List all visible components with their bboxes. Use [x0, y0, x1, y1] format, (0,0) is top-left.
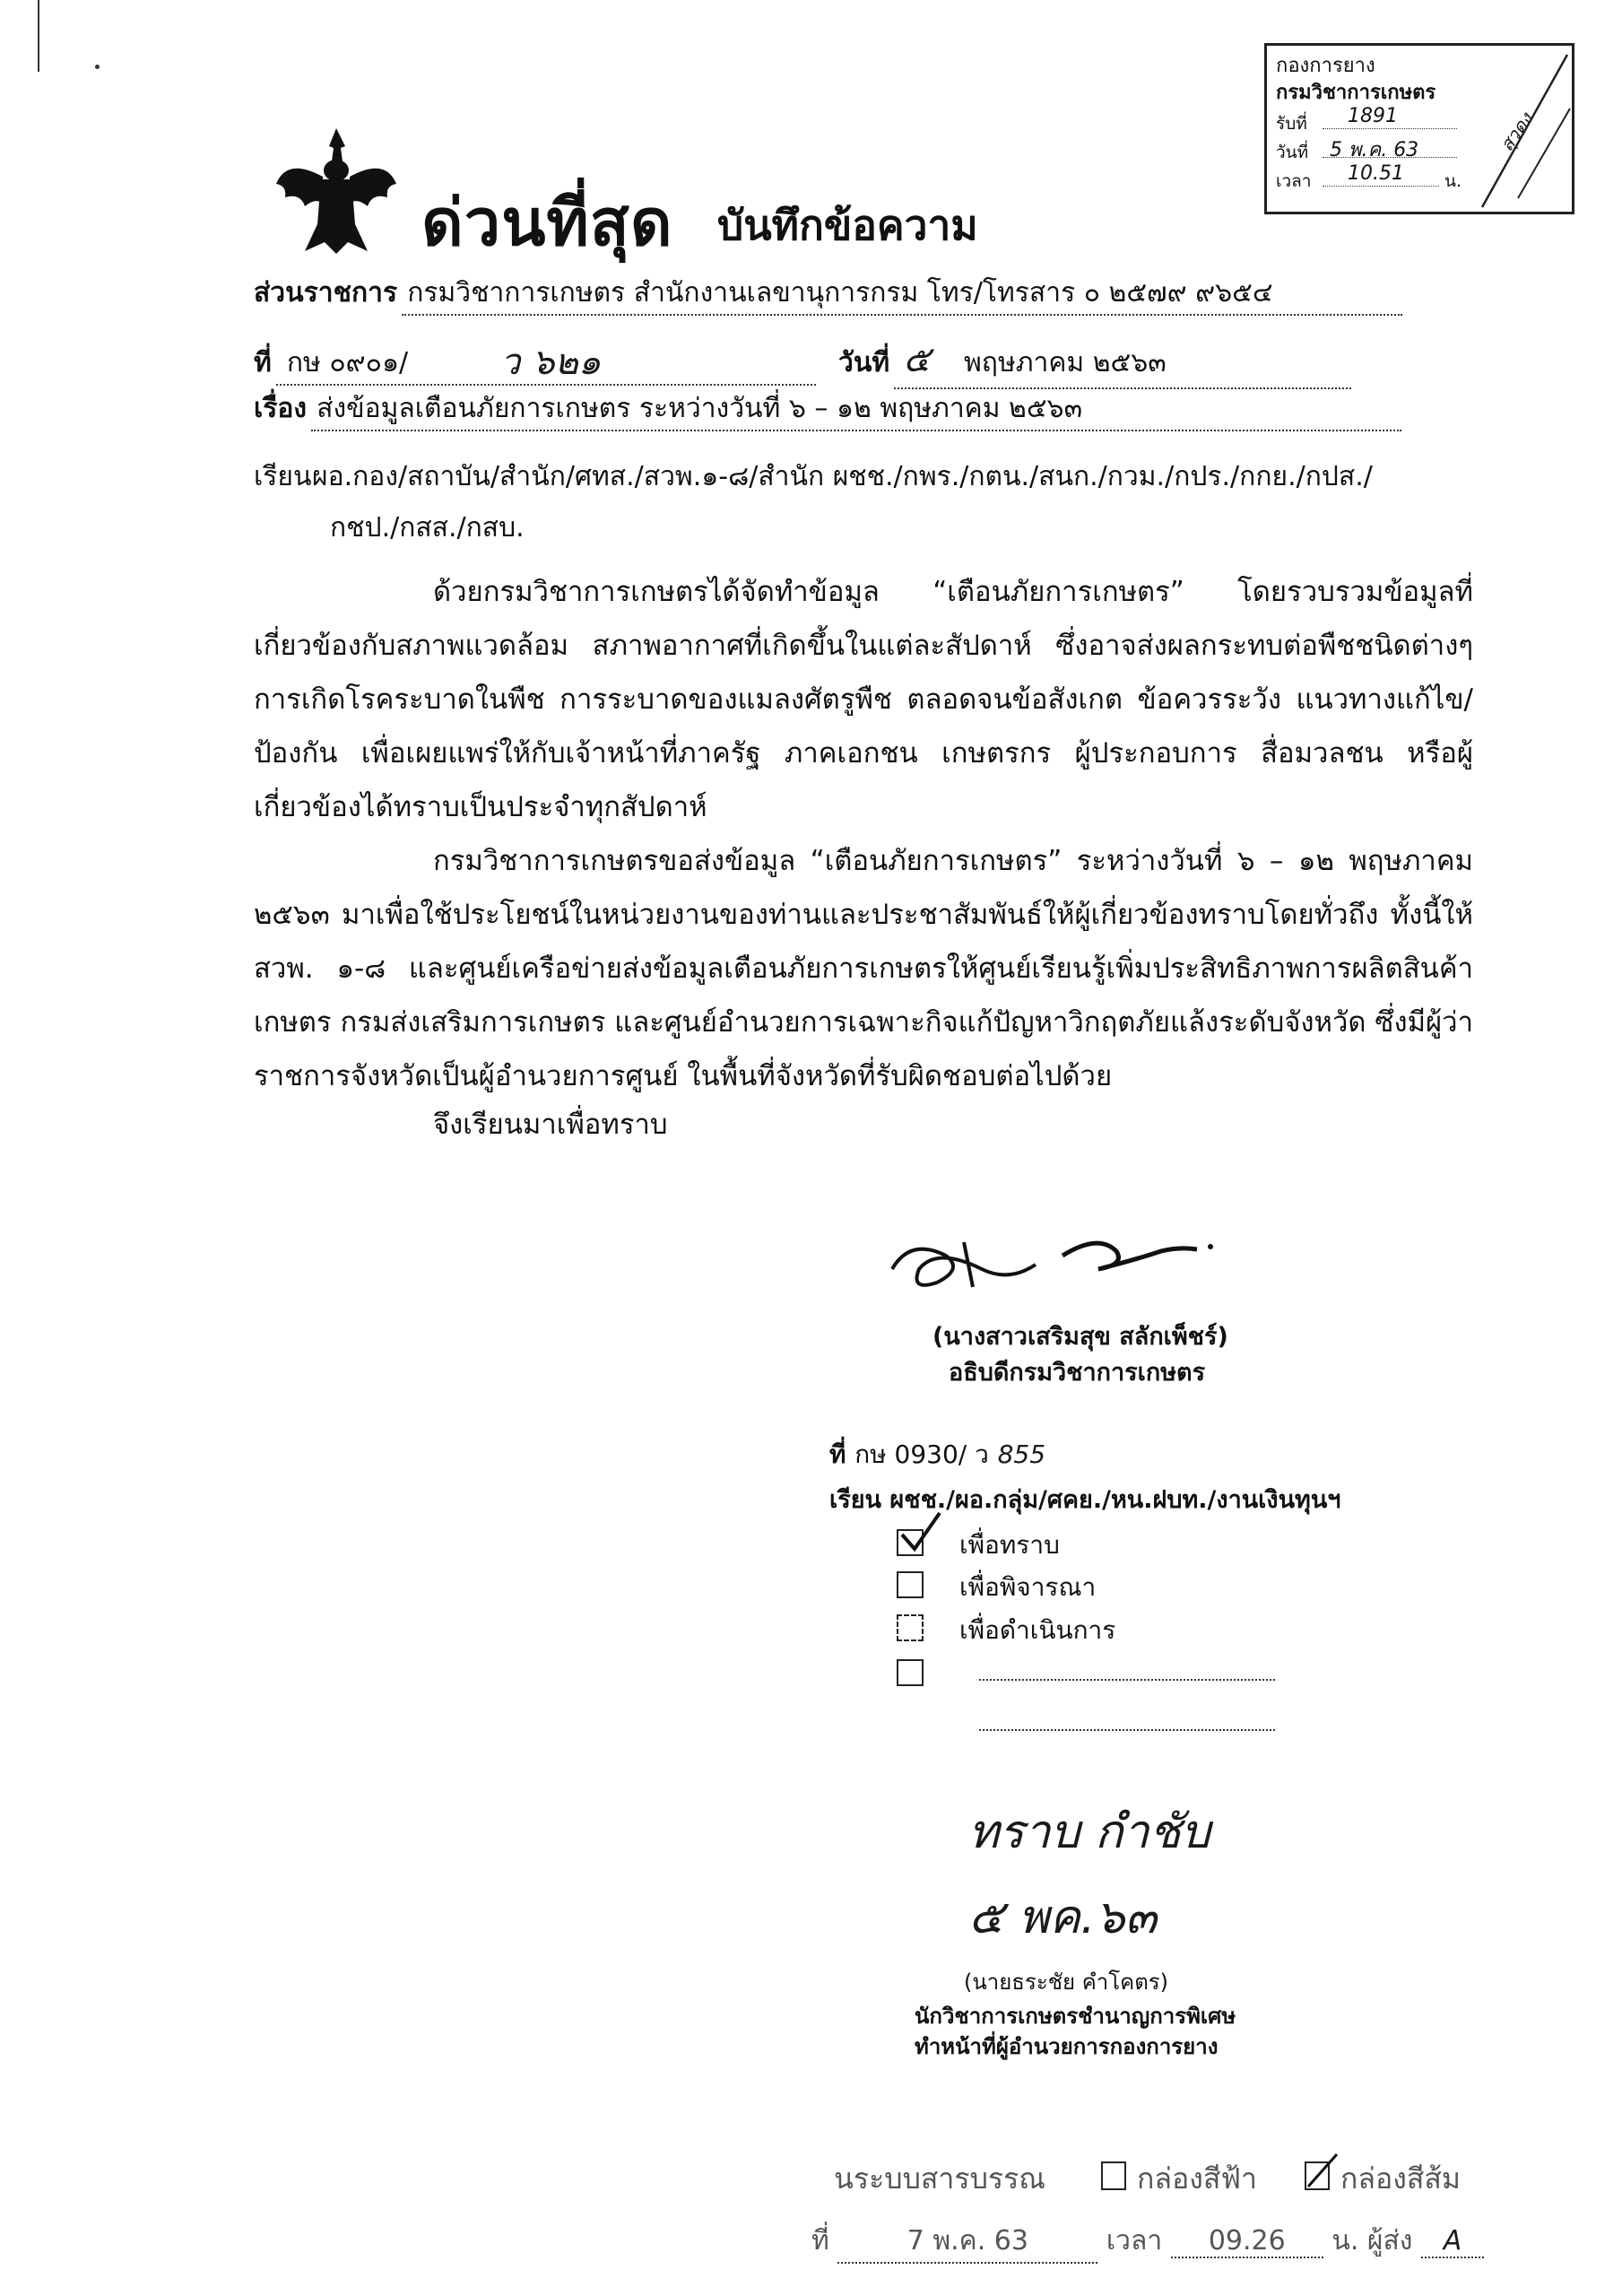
forward-option-4[interactable] — [897, 1659, 924, 1690]
memo-title: บันทึกข้อความ — [717, 201, 978, 249]
addressee-row — [254, 456, 1473, 498]
checkbox-consider[interactable] — [897, 1571, 924, 1598]
closing-line: จึงเรียนมาเพื่อทราบ — [433, 1109, 668, 1141]
checkmark-icon — [898, 1509, 943, 1554]
director-name: (นางสาวเสริมสุข สลักเพ็ชร์) — [932, 1323, 1228, 1351]
body-paragraph-2: กรมวิชาการเกษตรขอส่งข้อมูล “เตือนภัยการเกษตร” ระหว่างวันที่ ๖ – ๑๒ พฤษภาคม ๒๕๖๓ มาเพื่อใช้ประโยชน์ในหน่วยงานของท่านและประชาสัมพันธ์ให้ผู้เกี่ยวข้องทราบโดยทั่วถึง ทั้งนี้ให้ สวพ. ๑-๘ และศูนย์เครือข่ายส่งข้อมูลเตือนภัยการเกษตรให้ศูนย์เรียนรู้เพิ่มประสิทธิภาพการผลิตสินค้าเกษตร กรมส่งเสริมการเกษตร และศูนย์อำนวยการเฉพาะกิจแก้ปัญหาวิกฤตภัยแล้งระดับจังหวัด ซึ่งมีผู้ว่าราชการจังหวัดเป็นผู้อำนวยการศูนย์ ในพื้นที่จังหวัดที่รับผิดชอบต่อไปด้วย — [254, 845, 1473, 1092]
garuda-emblem-icon — [269, 121, 403, 256]
checkbox-proceed[interactable] — [897, 1614, 924, 1641]
dispatch-sender-value: A — [1421, 2225, 1484, 2258]
forward-ref-label: ที่ — [829, 1439, 846, 1469]
checkbox-sky-box[interactable] — [1101, 2161, 1126, 2190]
addressee-label: เรียน — [254, 461, 312, 492]
reference-row — [254, 330, 1428, 383]
forward-ref-value: กษ 0930/ ว — [854, 1439, 989, 1469]
subject-value: ส่งข้อมูลเตือนภัยการเกษตร ระหว่างวันที่ ๖ – ๑๒ พฤษภาคม ๒๕๖๓ — [311, 387, 1401, 431]
agency-label: ส่วนราชการ — [254, 277, 398, 309]
stamp-date-label: วันที่ — [1276, 143, 1309, 162]
stamp-number-label: รับที่ — [1276, 114, 1307, 134]
forward-option-2[interactable] — [897, 1571, 1097, 1602]
forward-option-3[interactable] — [897, 1614, 1116, 1645]
dispatch-time-value: 09.26 — [1171, 2225, 1323, 2258]
forward-ref-handwritten: 855 — [997, 1439, 1046, 1469]
date-label: วันที่ — [837, 347, 890, 378]
director-rubber-title-1: นักวิชาการเกษตรชำนาญการพิเศษ — [915, 2004, 1236, 2029]
agency-row — [254, 272, 1428, 311]
addressee-line1: ผอ.กอง/สถาบัน/สำนัก/ศทส./สวพ.๑-๘/สำนัก ผชช./กพร./กตน./สนก./กวม./กปร./กกย./กปส./ — [312, 461, 1373, 492]
stamp-handwriting-strokes — [1464, 46, 1572, 212]
stamp-date-value: 5 พ.ค. 63 — [1330, 139, 1419, 161]
addressee-line2: กชป./กสส./กสบ. — [330, 512, 525, 544]
footer-box-sky[interactable] — [1101, 2161, 1257, 2196]
stamp-time-label: เวลา — [1276, 171, 1312, 191]
forward-reference — [829, 1435, 1045, 1474]
stamp-org-line1: กองการยาง — [1276, 55, 1375, 77]
date-month-year: พฤษภาคม ๒๕๖๓ — [964, 347, 1167, 378]
checkmark-icon — [1305, 2151, 1340, 2194]
subject-label: เรื่อง — [254, 393, 308, 424]
subject-row — [254, 387, 1428, 427]
stamp-side-handwriting: สุวดง — [1496, 109, 1538, 155]
punch-dot — [95, 65, 100, 69]
date-day-handwritten: ๕ — [903, 339, 931, 380]
option-acknowledge-label: เพื่อทราบ — [959, 1530, 1060, 1560]
forward-option-1[interactable] — [897, 1529, 1060, 1560]
stamp-number-value: 1891 — [1348, 105, 1398, 127]
handwritten-note-2: ๕ พค.๖๓ — [968, 1891, 1158, 1944]
option-consider-label: เพื่อพิจารณา — [959, 1572, 1097, 1602]
handwritten-note-1: ทราบ กำชับ — [968, 1805, 1210, 1859]
dispatch-sender-label: น. ผู้ส่ง — [1331, 2225, 1413, 2257]
orange-box-label: กล่องสีส้ม — [1340, 2161, 1461, 2196]
footer-system-label: นระบบสารบรรณ — [834, 2161, 1045, 2196]
date-value — [894, 330, 1351, 389]
body-paragraph-1: ด้วยกรมวิชาการเกษตรได้จัดทำข้อมูล “เตือนภัยการเกษตร” โดยรวบรวมข้อมูลที่เกี่ยวข้องกับสภาพแวดล้อม สภาพอากาศที่เกิดขึ้นในแต่ละสัปดาห์ ซึ่งอาจส่งผลกระทบต่อพืชชนิดต่างๆ การเกิดโรคระบาดในพืช การระบาดของแมลงศัตรูพืช ตลอดจนข้อสังเกต ข้อควรระวัง แนวทางแก้ไข/ป้องกัน เพื่อเผยแพร่ให้กับเจ้าหน้าที่ภาครัฐ ภาคเอกชน เกษตรกร ผู้ประกอบการ สื่อมวลชน หรือผู้เกี่ยวข้องได้ทราบเป็นประจำทุกสัปดาห์ — [254, 576, 1473, 823]
urgency-heading: ด่วนที่สุด — [421, 185, 673, 260]
agency-value: กรมวิชาการเกษตร สำนักงานเลขานุการกรม โทร/โทรสาร ๐ ๒๕๗๙ ๙๖๕๔ — [402, 272, 1402, 316]
stamp-time-value: 10.51 — [1348, 162, 1404, 185]
director-rubber-title-2: ทำหน้าที่ผู้อำนวยการกองการยาง — [915, 2034, 1219, 2059]
director-rubber-name: (นายธระชัย คำโคตร) — [964, 1970, 1169, 1995]
reference-label: ที่ — [254, 347, 272, 378]
forward-to-value: ผชช./ผอ.กลุ่ม/ศคย./หน.ฝบท./งานเงินทุนฯ — [889, 1486, 1341, 1514]
checkbox-other[interactable] — [897, 1659, 924, 1686]
other-blank-line-1 — [979, 1679, 1275, 1681]
sky-box-label: กล่องสีฟ้า — [1137, 2161, 1257, 2196]
reference-value — [276, 342, 816, 386]
footer-box-orange[interactable] — [1305, 2161, 1461, 2196]
option-proceed-label: เพื่อดำเนินการ — [959, 1615, 1116, 1645]
other-blank-line-2 — [979, 1729, 1275, 1731]
reference-number: กษ ๐๙๐๑/ — [286, 347, 409, 378]
stamp-time-suffix: น. — [1444, 171, 1462, 191]
dispatch-date-label: ที่ — [811, 2225, 829, 2257]
dispatch-time-label: เวลา — [1106, 2225, 1163, 2257]
forward-to-label: เรียน — [829, 1486, 882, 1514]
stamp-org-line2: กรมวิชาการเกษตร — [1276, 82, 1436, 104]
receipt-stamp — [1264, 43, 1574, 214]
binder-edge-mark — [38, 0, 39, 72]
reference-handwritten: ว ๖๒๑ — [499, 342, 602, 383]
dispatch-date-value: 7 พ.ค. 63 — [837, 2220, 1097, 2264]
footer-dispatch-row — [811, 2220, 1484, 2264]
director-title: อธิบดีกรมวิชาการเกษตร — [949, 1359, 1206, 1387]
director-signature-icon — [883, 1215, 1224, 1305]
